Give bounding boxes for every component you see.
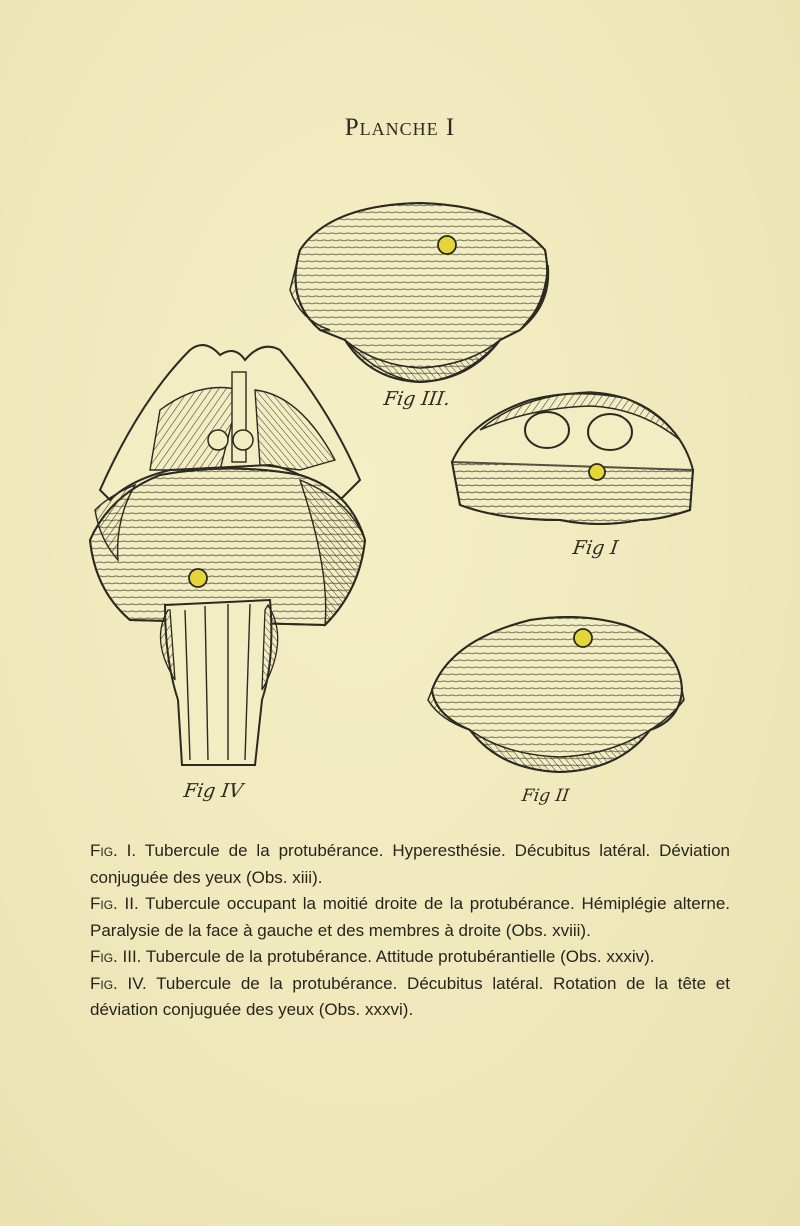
- fig3-section-drawing: [290, 203, 548, 382]
- fig4-brainstem-drawing: [90, 345, 365, 765]
- caption-fig2-text: Tubercule occupant la moitié droite de la protubérance. Hémiplégie alterne. Paralysie de la face à gauche et des membres à droite (Obs. xviii).: [90, 894, 730, 940]
- caption-entry-fig1: [90, 838, 730, 891]
- caption-fig4-lead: Fig. IV.: [90, 973, 147, 993]
- caption-fig2-lead: Fig. II.: [90, 894, 139, 913]
- fig1-lesion-marker: [589, 464, 605, 480]
- plate-caption: [90, 838, 730, 1024]
- fig3-lesion-marker: [438, 236, 456, 254]
- fig1-section-drawing: [452, 392, 693, 524]
- fig2-label: Fig II: [520, 786, 571, 806]
- fig1-label: Fig I: [571, 537, 620, 559]
- caption-fig4-text: Tubercule de la protubérance. Décubitus latéral. Rotation de la tête et déviation conjuguée des yeux (Obs. xxxvi).: [90, 973, 730, 1019]
- plate-title: Planche I: [344, 114, 456, 141]
- caption-fig3-text: Tubercule de la protubérance. Attitude protubérantielle (Obs. xxxiv).: [141, 947, 655, 966]
- caption-entry-fig2: [90, 891, 730, 944]
- caption-fig1-text: Tubercule de la protubérance. Hyperesthésie. Décubitus latéral. Déviation conjuguée des yeux (Obs. xiii).: [90, 841, 730, 887]
- caption-entry-fig3: [90, 944, 730, 971]
- fig2-lesion-marker: [574, 629, 592, 647]
- caption-fig3-lead: Fig. III.: [90, 947, 142, 966]
- fig2-section-drawing: [428, 617, 684, 772]
- caption-entry-fig4: [90, 971, 730, 1024]
- fig4-label: Fig IV: [182, 780, 245, 802]
- fig3-label: Fig III.: [382, 388, 452, 410]
- fig4-lesion-marker: [189, 569, 207, 587]
- caption-fig1-lead: Fig. I.: [90, 841, 137, 860]
